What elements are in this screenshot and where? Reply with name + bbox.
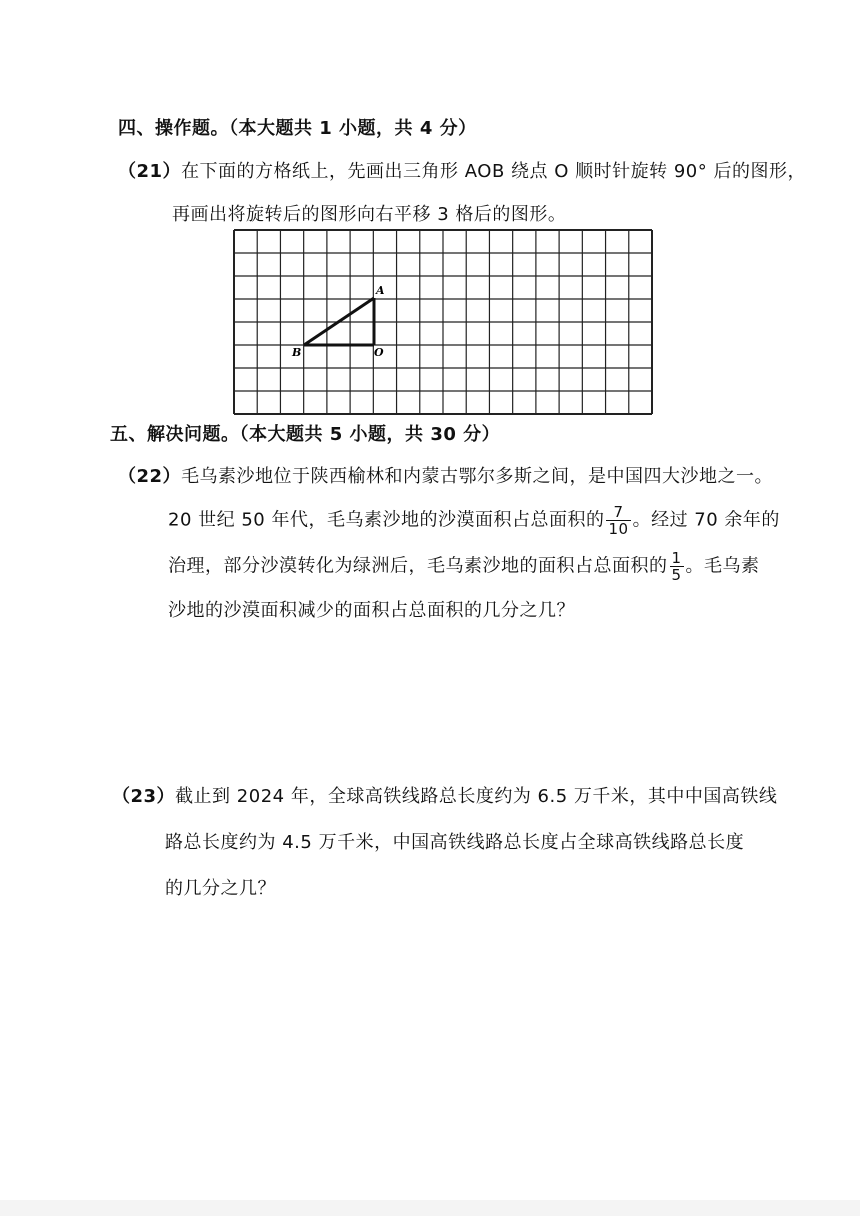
grid-lines: [234, 230, 652, 414]
q22-line-3: [168, 550, 760, 583]
q21-text-1: 在下面的方格纸上，先画出三角形 AOB 绕点 O 顺时针旋转 90° 后的图形，: [181, 161, 806, 182]
fraction-7-10: [606, 504, 630, 537]
q21-line-2: 再画出将旋转后的图形向右平移 3 格后的图形。: [172, 204, 567, 225]
grid-paper[interactable]: [232, 228, 654, 420]
label-b: B: [292, 346, 302, 359]
q23-text-1: 截止到 2024 年，全球高铁线路总长度约为 6.5 万千米，其中中国高铁线: [175, 786, 778, 807]
q23-line-3: 的几分之几？: [165, 878, 276, 899]
q22-text-1: 毛乌素沙地位于陕西榆林和内蒙古鄂尔多斯之间，是中国四大沙地之一。: [181, 466, 774, 487]
fraction-denominator: 10: [608, 520, 629, 538]
q21-line-1: [118, 157, 806, 183]
section-5-heading: 五、解决问题。（本大题共 5 小题，共 30 分）: [110, 424, 501, 445]
q21-number: （21）: [118, 161, 182, 182]
q23-line-2: 路总长度约为 4.5 万千米，中国高铁线路总长度占全球高铁线路总长度: [165, 832, 745, 853]
q22-line-1: [118, 462, 773, 488]
fraction-numerator: 1: [671, 549, 682, 567]
page-bottom-edge: [0, 1200, 860, 1216]
fraction-numerator: 7: [606, 504, 630, 521]
q22-line-4: 沙地的沙漠面积减少的面积占总面积的几分之几？: [168, 600, 575, 621]
q22-text-3a: 治理，部分沙漠转化为绿洲后，毛乌素沙地的面积占总面积的: [168, 555, 668, 577]
fraction-1-5: [670, 550, 684, 583]
q23-line-1: [112, 782, 777, 808]
fraction-denominator: 5: [671, 566, 682, 584]
q22-line-2: [168, 504, 780, 537]
label-o: O: [374, 346, 384, 359]
q23-number: （23）: [112, 786, 176, 807]
grid-paper-svg[interactable]: [232, 228, 654, 416]
section-4-heading: 四、操作题。（本大题共 1 小题，共 4 分）: [118, 118, 477, 139]
label-a: A: [376, 284, 385, 297]
q22-number: （22）: [118, 466, 182, 487]
q22-text-3b: 。毛乌素: [685, 555, 760, 577]
q22-text-2a: 20 世纪 50 年代，毛乌素沙地的沙漠面积占总面积的: [168, 509, 605, 531]
q22-text-2b: 。经过 70 余年的: [632, 509, 780, 531]
